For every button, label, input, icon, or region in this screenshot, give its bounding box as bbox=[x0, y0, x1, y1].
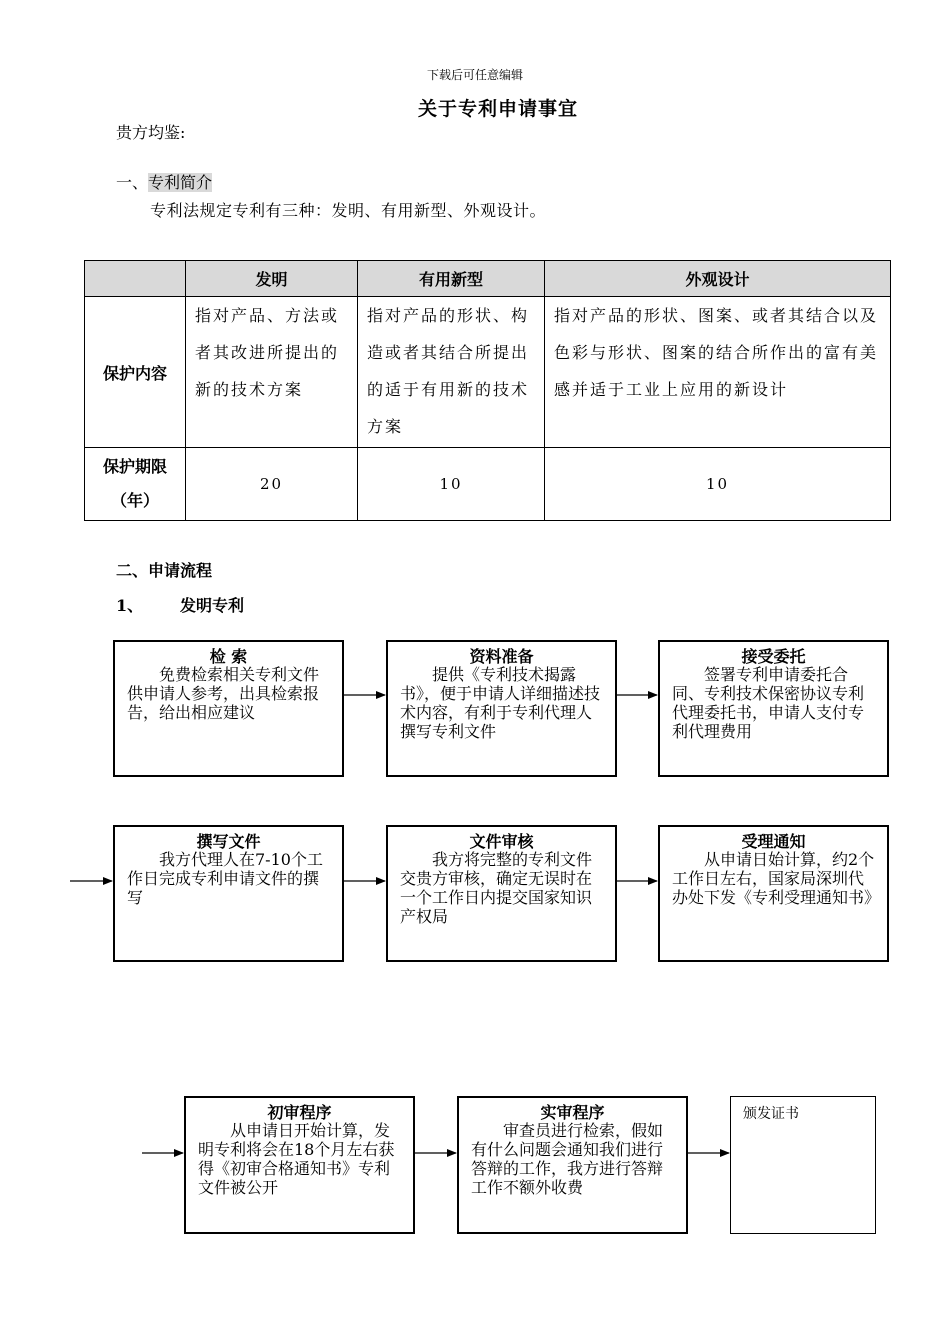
table-cell: 指对产品的形状、图案、或者其结合以及色彩与形状、图案的结合所作出的富有美感并适于工业上应用的新设计 bbox=[545, 297, 891, 448]
page-title: 关于专利申请事宜 bbox=[417, 98, 578, 120]
section1-intro: 专利法规定专利有三种：发明、有用新型、外观设计。 bbox=[150, 201, 547, 220]
flow-step-title: 颁发证书 bbox=[743, 1106, 799, 1122]
section1-title: 专利简介 bbox=[148, 173, 213, 192]
subsection-number: 1、 bbox=[116, 596, 144, 615]
flow-step-title: 检 索 bbox=[209, 647, 248, 666]
flow-step-title: 撰写文件 bbox=[196, 832, 261, 851]
greeting: 贵方均鉴: bbox=[116, 123, 186, 142]
header-note: 下载后可任意编辑 bbox=[426, 68, 523, 82]
table-cell: 10 bbox=[545, 448, 891, 521]
table-header-utility-model: 有用新型 bbox=[358, 261, 545, 297]
table-cell: 20 bbox=[186, 448, 358, 521]
row-label-line2: （年） bbox=[110, 491, 159, 510]
flow-step-title: 受理通知 bbox=[741, 832, 806, 851]
flow-step-body: 从申请日开始计算，发明专利将会在18个月左右获得《初审合格通知书》专利文件被公开 bbox=[198, 1121, 395, 1197]
flow-step-title: 接受委托 bbox=[741, 647, 806, 666]
table-cell: 10 bbox=[358, 448, 545, 521]
flow-step-body: 签署专利申请委托合同、专利技术保密协议专利代理委托书，申请人支付专利代理费用 bbox=[672, 665, 865, 741]
flow-step-body: 我方代理人在7-10个工作日完成专利申请文件的撰写 bbox=[127, 850, 323, 907]
section1-number: 一、 bbox=[116, 173, 149, 192]
flow-step-title: 资料准备 bbox=[469, 647, 534, 666]
table-cell: 指对产品的形状、构造或者其结合所提出的适于有用新的技术方案 bbox=[358, 297, 545, 448]
flow-step-body: 从申请日始计算，约2个工作日左右，国家局深圳代办处下发《专利受理通知书》 bbox=[672, 850, 881, 907]
flow-step-body: 免费检索相关专利文件供申请人参考，出具检索报告，给出相应建议 bbox=[127, 665, 320, 722]
table-header-design: 外观设计 bbox=[545, 261, 891, 297]
table-header-invention: 发明 bbox=[186, 261, 358, 297]
table-cell: 指对产品、方法或者其改进所提出的新的技术方案 bbox=[186, 297, 358, 448]
subsection-title: 发明专利 bbox=[180, 596, 245, 615]
flow-step-title: 初审程序 bbox=[267, 1103, 332, 1122]
flow-step-body: 审查员进行检索，假如有什么问题会通知我们进行答辩的工作，我方进行答辩工作不额外收费 bbox=[471, 1121, 664, 1197]
flow-step-body: 我方将完整的专利文件交贵方审核，确定无误时在一个工作日内提交国家知识产权局 bbox=[400, 850, 593, 926]
section2-heading: 二、申请流程 bbox=[116, 561, 213, 580]
flow-step-title: 实审程序 bbox=[540, 1103, 605, 1122]
row-label-line1: 保护期限 bbox=[102, 457, 167, 476]
row-label-protection-content: 保护内容 bbox=[85, 297, 186, 448]
flow-step-title: 文件审核 bbox=[469, 832, 534, 851]
flow-step-body: 提供《专利技术揭露书》，便于申请人详细描述技术内容，有利于专利代理人撰写专利文件 bbox=[400, 665, 601, 741]
